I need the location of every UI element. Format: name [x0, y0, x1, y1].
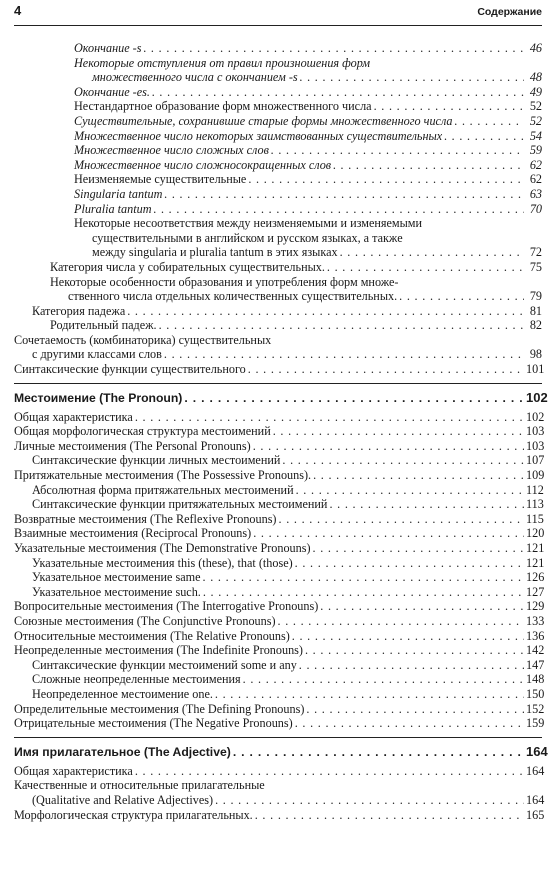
dot-leader [295, 716, 524, 731]
toc-entry-title: Родительный падеж. [50, 318, 157, 333]
dot-leader [215, 687, 524, 702]
toc-entry [14, 216, 542, 260]
dot-leader [255, 808, 524, 823]
dot-leader [340, 245, 524, 260]
toc-entry [14, 778, 545, 807]
dot-leader [135, 764, 524, 779]
toc-entry-title: Нестандартное образование форм множественного числа [74, 99, 372, 114]
dot-leader [300, 70, 524, 85]
toc-page-number: 46 [529, 41, 542, 55]
toc-entry-title: Сложные неопределенные местоимения [32, 672, 241, 687]
toc-page-number: 103 [526, 438, 545, 453]
toc-entry-title: Морфологическая структура прилагательных. [14, 807, 253, 822]
dot-leader [154, 202, 524, 217]
toc-entry-title: Синтаксические функции существительного [14, 362, 246, 377]
toc-page-number: 115 [526, 511, 544, 526]
toc-entry-title: Некоторые отступления от правил произношения форм [74, 55, 370, 70]
dot-leader [127, 304, 524, 319]
dot-leader [253, 526, 524, 541]
dot-leader [333, 158, 524, 173]
dot-leader [320, 599, 524, 614]
toc-page-number: 81 [529, 303, 542, 318]
dot-leader [374, 99, 524, 114]
toc-entry [14, 187, 542, 202]
toc-page-number: 54 [529, 128, 542, 143]
toc-entry-title: Притяжательные местоимения (The Possessive Pronouns). [14, 468, 312, 483]
dot-leader [299, 658, 524, 673]
toc-entry-title: Имя прилагательное (The Adjective) [14, 744, 231, 759]
dot-leader [215, 793, 524, 808]
toc-page-number: 121 [526, 555, 545, 570]
toc-page-number: 103 [526, 424, 545, 439]
toc-entry-title: (Qualitative and Relative Adjectives) [32, 792, 214, 807]
toc-page-number: 107 [526, 453, 545, 468]
toc-entry [14, 613, 545, 629]
toc-entry [14, 275, 542, 304]
toc-entry-title: Общая характеристика [14, 763, 133, 778]
toc-page-number: 148 [526, 672, 545, 687]
toc-entry [14, 318, 542, 333]
toc-entry-title: Категория числа у собирательных существительных. [50, 259, 325, 274]
toc-entry-title: Неопределенные местоимения (The Indefinite Pronouns) [14, 643, 303, 658]
toc-entry-title: Множественное число сложносокращенных слов [74, 157, 332, 172]
toc-entry-title: Общая характеристика [14, 409, 133, 424]
toc-page-number: 62 [529, 157, 542, 172]
toc-entry [14, 512, 542, 527]
toc-entry [14, 468, 545, 483]
dot-leader [278, 614, 524, 629]
dot-leader [203, 585, 524, 600]
toc-entry [14, 172, 542, 187]
toc-entry-title: Взаимные местоимения (Reciprocal Pronouns) [14, 526, 252, 541]
toc-entry-title: Синтаксические функции притяжательных местоимений [32, 497, 328, 512]
dot-leader [313, 541, 524, 556]
toc-entry [14, 202, 542, 217]
dot-leader [203, 570, 525, 585]
toc-page-number: 147 [526, 657, 545, 672]
running-header [14, 3, 542, 26]
toc-page-number: 127 [526, 584, 545, 599]
dot-leader [292, 629, 524, 644]
toc-entry-title: Множественное число некоторых заимствованных существительных [74, 128, 443, 143]
toc-entry [14, 99, 542, 114]
page-number: 4 [14, 3, 22, 18]
toc-entry-title: Окончание -s [74, 41, 142, 55]
toc-entry [14, 541, 545, 556]
toc-entry-title: Указательное местоимение such. [32, 584, 201, 599]
dot-leader [164, 347, 524, 362]
toc-entry [14, 584, 545, 600]
toc-entry-title: Указательные местоимения (The Demonstrative Pronouns) [14, 541, 311, 555]
toc-entry-title: Относительные местоимения (The Relative Pronouns) [14, 628, 290, 643]
toc-entry-title: Качественные и относительные прилагательные [14, 778, 265, 793]
toc-entry [14, 526, 545, 541]
toc-entry [14, 56, 542, 85]
toc-page-number: 152 [526, 701, 545, 716]
toc-section-heading [14, 737, 548, 760]
toc-entry [14, 304, 542, 319]
dot-leader [233, 745, 524, 760]
toc-page-number: 165 [526, 807, 545, 822]
toc-entry [14, 807, 545, 823]
toc-page-number: 52 [529, 113, 542, 128]
toc-entry [14, 85, 542, 100]
dot-leader [305, 643, 524, 658]
toc-page-number: 102 [526, 389, 548, 405]
toc-entry [14, 409, 545, 425]
toc-entry-title: Личные местоимения (The Personal Pronouns) [14, 438, 251, 453]
toc-page-number: 82 [529, 318, 542, 333]
toc-page-number: 49 [529, 84, 542, 99]
dot-leader [444, 129, 524, 144]
toc-page-number: 159 [526, 716, 545, 731]
toc-entry [14, 686, 545, 702]
toc-entry-title: существительными в английском и русском языках, а также [92, 230, 403, 245]
dot-leader [329, 497, 524, 512]
dot-leader [184, 391, 524, 406]
toc-page-number: 102 [526, 409, 545, 424]
toc-entry [14, 716, 545, 731]
dot-leader [282, 453, 524, 468]
toc-page-number: 136 [526, 628, 545, 643]
toc-entry-title: Некоторые несоответствия между неизменяемыми и изменяемыми [74, 216, 423, 231]
toc-page-number: 48 [529, 70, 542, 85]
toc-page-number: 142 [526, 643, 545, 658]
toc-entry-title: Окончание -es. [74, 84, 150, 99]
toc-page-number: 59 [529, 143, 542, 158]
toc-entry-title: Возвратные местоимения (The Reflexive Pronouns) [14, 511, 277, 526]
toc-entry-title: Отрицательные местоимения (The Negative Pronouns) [14, 716, 293, 731]
toc-entry [14, 763, 545, 779]
dot-leader [273, 424, 524, 439]
toc-entry [14, 362, 545, 377]
toc-entry [14, 643, 545, 658]
toc-entry-title: Синтаксические функции личных местоимений [32, 453, 281, 468]
toc-entry [14, 143, 542, 158]
toc-page-number: 62 [529, 172, 542, 187]
toc-entry-title: множественного числа с окончанием -s [92, 70, 298, 85]
toc-page-number: 72 [529, 245, 542, 260]
dot-leader [295, 556, 524, 571]
toc-page-number: 63 [529, 186, 542, 201]
toc-entry [14, 555, 545, 571]
toc-entry [14, 333, 542, 362]
toc-entry [14, 260, 542, 275]
toc-page-number: 129 [526, 599, 545, 614]
dot-leader [296, 483, 524, 498]
toc-entry-title: Сочетаемость (комбинаторика) существительных [14, 332, 272, 347]
dot-leader [271, 143, 524, 158]
toc-entry [14, 41, 542, 56]
toc-entry [14, 599, 545, 614]
dot-leader [279, 512, 525, 527]
toc-entry-title: Общая морфологическая структура местоимений [14, 424, 271, 439]
toc-page-number: 164 [526, 792, 545, 807]
toc-entry-title: Неизменяемые существительные [74, 172, 247, 187]
toc-page-number: 120 [526, 526, 545, 541]
toc-entry-title: Абсолютная форма притяжательных местоимений [32, 482, 294, 497]
toc-page-number: 164 [526, 763, 545, 778]
toc-entry-title: между singularia и pluralia tantum в этих языках [92, 245, 338, 260]
dot-leader [164, 187, 524, 202]
dot-leader [455, 114, 524, 129]
table-of-contents [14, 41, 548, 822]
dot-leader [306, 702, 524, 717]
toc-entry-title: Множественное число сложных слов [74, 143, 269, 158]
dot-leader [143, 41, 524, 56]
running-title: Содержание [477, 6, 542, 18]
toc-entry [14, 438, 545, 454]
toc-entry [14, 628, 545, 644]
toc-entry-title: Местоимение (The Pronoun) [14, 390, 183, 405]
toc-entry-title: Некоторые особенности образования и употребления форм множе- [50, 274, 399, 289]
toc-entry [14, 158, 542, 173]
toc-page-number: 164 [526, 743, 548, 759]
toc-entry [14, 114, 542, 129]
dot-leader [248, 362, 524, 377]
toc-page-number: 52 [529, 99, 542, 114]
toc-page-number: 79 [529, 289, 542, 304]
toc-entry [14, 497, 542, 512]
toc-page-number: 98 [529, 347, 542, 362]
dot-leader [313, 468, 524, 483]
toc-page-number: 133 [526, 613, 545, 628]
dot-leader [399, 289, 524, 304]
toc-entry-title: Вопросительные местоимения (The Interrogative Pronouns) [14, 599, 319, 614]
toc-entry-title: Singularia tantum [74, 186, 163, 201]
toc-entry [14, 129, 542, 144]
toc-entry [14, 424, 545, 439]
dot-leader [327, 260, 524, 275]
toc-entry [14, 701, 545, 717]
toc-entry-title: Неопределенное местоимение one. [32, 686, 213, 701]
toc-entry-title: Существительные, сохранившие старые формы множественного числа [74, 113, 453, 128]
dot-leader [135, 410, 524, 425]
toc-page-number: 109 [526, 468, 545, 483]
toc-entry-title: Определительные местоимения (The Defining Pronouns) [14, 701, 305, 716]
dot-leader [159, 318, 524, 333]
toc-page-number: 113 [526, 497, 544, 512]
toc-page-number: 75 [529, 259, 542, 274]
dot-leader [253, 439, 524, 454]
toc-entry-title: Указательные местоимения this (these), that (those) [32, 555, 293, 570]
toc-entry-title: с другими классами слов [32, 347, 162, 362]
toc-page-number: 70 [529, 201, 542, 216]
toc-page-number: 101 [526, 362, 545, 377]
toc-entry-title: ственного числа отдельных количественных существительных. [68, 289, 398, 304]
dot-leader [152, 85, 524, 100]
toc-entry [14, 453, 545, 468]
toc-entry [14, 570, 545, 585]
toc-entry-title: Союзные местоимения (The Conjunctive Pronouns) [14, 613, 276, 628]
toc-entry-title: Синтаксические функции местоимений some и any [32, 657, 297, 672]
toc-page-number: 121 [526, 541, 545, 555]
toc-page-number: 126 [526, 570, 545, 585]
dot-leader [248, 172, 524, 187]
dot-leader [243, 672, 524, 687]
toc-entry-title: Указательное местоимение same [32, 570, 201, 585]
toc-page-number: 112 [526, 482, 544, 497]
toc-entry-title: Категория падежа [32, 303, 126, 318]
toc-entry [14, 672, 545, 687]
toc-entry [14, 657, 545, 673]
toc-section-heading [14, 383, 548, 406]
toc-page-number: 150 [526, 686, 545, 701]
toc-entry-title: Pluralia tantum [74, 201, 152, 216]
toc-entry [14, 483, 542, 498]
